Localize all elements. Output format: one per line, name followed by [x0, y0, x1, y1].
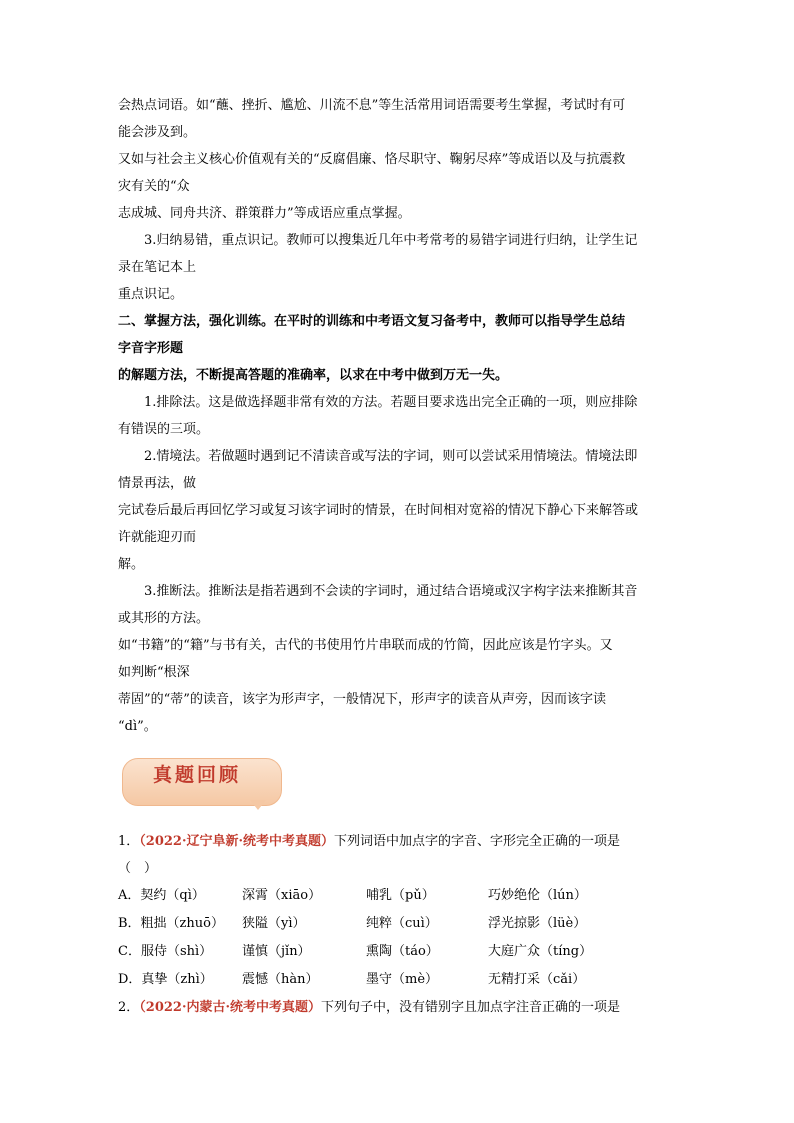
option-item: 浮光掠影（lüè） [488, 916, 587, 931]
text-line: 或其形的方法。 [118, 611, 210, 626]
option-item: 巧妙绝伦（lún） [488, 888, 587, 903]
text-line: 3.推断法。推断法是指若遇到不会读的字词时，通过结合语境或汉字构字法来推断其音 [144, 584, 638, 599]
text-line: 3.归纳易错，重点识记。教师可以搜集近几年中考常考的易错字词进行归纳，让学生记 [144, 233, 638, 248]
option-item: C．服侍（shì） [118, 944, 213, 959]
option-item: 熏陶（táo） [366, 944, 439, 959]
text-line: 如“书籍”的“籍”与书有关，古代的书使用竹片串联而成的竹简，因此应该是竹字头。又 [118, 638, 613, 653]
banner-tail [250, 800, 266, 810]
text-line: 录在笔记本上 [118, 260, 197, 275]
question-text: 下列词语中加点字的字音、字形完全正确的一项是 [334, 834, 621, 849]
text-line: 蒂固”的“蒂”的读音，该字为形声字，一般情况下，形声字的读音从声旁，因而该字读 [118, 692, 606, 707]
text-line: 解。 [118, 557, 145, 572]
option-item: 深霄（xiāo） [242, 888, 322, 903]
option-item: D．真挚（zhì） [118, 972, 213, 987]
question-2-stem [118, 994, 678, 1021]
text-line: 完试卷后最后再回忆学习或复习该字词时的情景，在时间相对宽裕的情况下静心下来解答或 [118, 503, 639, 518]
answer-paren: （ ） [118, 861, 158, 876]
banner-title: 真题回顾 [152, 764, 241, 786]
text-line: 有错误的三项。 [118, 422, 210, 437]
question-number: 1． [118, 834, 140, 849]
option-item: 谨慎（jǐn） [242, 944, 311, 959]
text-line: 1.排除法。这是做选择题非常有效的方法。若题目要求选出完全正确的一项，则应排除 [144, 395, 638, 410]
text-line: 志成城、同舟共济、群策群力”等成语应重点掌握。 [118, 206, 411, 221]
option-item: 无精打采（cǎi） [488, 972, 586, 987]
question-number: 2． [118, 1000, 140, 1015]
option-item: 墨守（mè） [366, 972, 439, 987]
question-1-stem [118, 828, 678, 855]
option-item: 哺乳（pǔ） [366, 888, 435, 903]
question-source: （2022·内蒙古·统考中考真题） [139, 1000, 322, 1015]
text-line: 二、掌握方法，强化训练。在平时的训练和中考语文复习备考中，教师可以指导学生总结 [118, 314, 626, 329]
text-line: 会热点词语。如“蘸、挫折、尴尬、川流不息”等生活常用词语需要考生掌握，考试时有可 [118, 98, 626, 113]
option-item: A．契约（qì） [118, 888, 205, 903]
text-line: 重点识记。 [118, 287, 184, 302]
text-line: 能会涉及到。 [118, 125, 197, 140]
question-1 [118, 828, 678, 994]
text-line: 灾有关的“众 [118, 179, 190, 194]
text-line: “dì”。 [118, 719, 157, 734]
text-line: 如判断“根深 [118, 665, 190, 680]
text-line: 2.情境法。若做题时遇到记不清读音或写法的字词，则可以尝试采用情境法。情境法即 [144, 449, 638, 464]
option-item: 大庭广众（tíng） [488, 944, 593, 959]
option-row [118, 882, 678, 910]
option-item: 狭隘（yì） [242, 916, 306, 931]
text-line: 又如与社会主义核心价值观有关的“反腐倡廉、恪尽职守、鞠躬尽瘁”等成语以及与抗震救 [118, 152, 626, 167]
text-line: 字音字形题 [118, 341, 184, 356]
option-item: B．粗拙（zhuō） [118, 916, 224, 931]
options-list [118, 882, 678, 994]
option-item: 震憾（hàn） [242, 972, 319, 987]
text-line: 的解题方法，不断提高答题的准确率，以求在中考中做到万无一失。 [118, 368, 509, 383]
option-row [118, 966, 678, 994]
body-text [118, 92, 678, 740]
question-source: （2022·辽宁阜新·统考中考真题） [139, 834, 335, 849]
question-text: 下列句子中，没有错别字且加点字注音正确的一项是 [321, 1000, 621, 1015]
text-line: 许就能迎刃而 [118, 530, 197, 545]
document-page [118, 92, 678, 1021]
text-line: 情景再法，做 [118, 476, 197, 491]
section-banner [118, 752, 678, 822]
option-item: 纯粹（cuì） [366, 916, 438, 931]
option-row [118, 910, 678, 938]
option-row [118, 938, 678, 966]
